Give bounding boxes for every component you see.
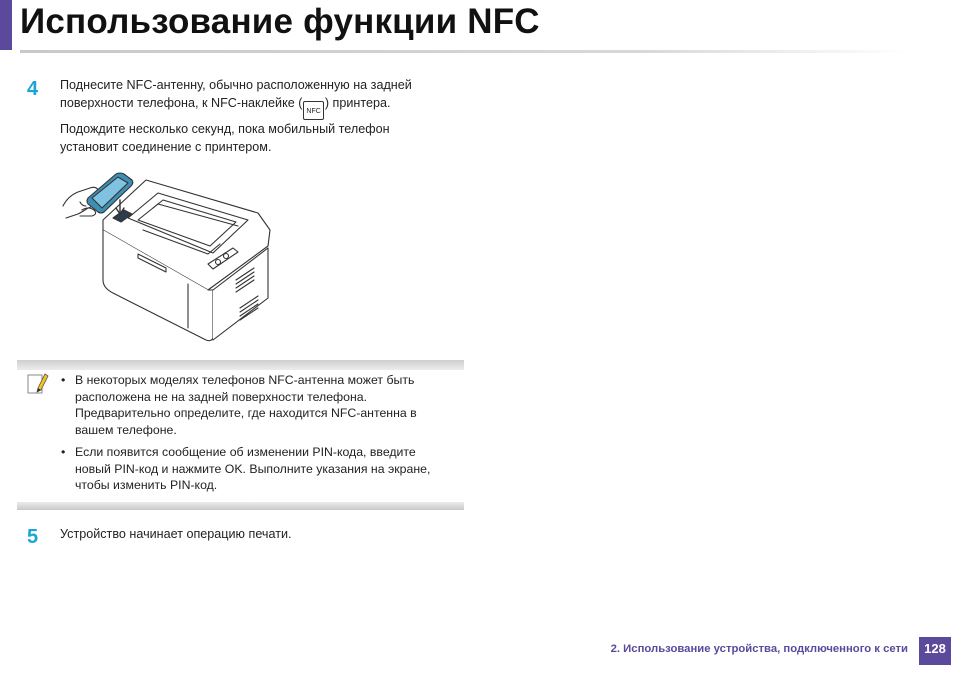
note-bottom-rule [17, 502, 464, 510]
title-divider [20, 50, 910, 53]
nfc-sticker-icon: NFC [303, 101, 323, 120]
footer-section-link[interactable]: 2. Использование устройства, подключенного к сети [610, 643, 908, 655]
header-accent-bar [0, 0, 12, 50]
step-4-paragraph-1 [60, 76, 460, 120]
step-4-text-after: ) принтера. [324, 96, 391, 110]
note-list [61, 372, 451, 500]
step-4-text-before: Поднесите NFC-антенну, обычно расположенную на задней поверхности телефона, к NFC-наклейке ( [60, 78, 412, 110]
note-pencil-icon [25, 370, 49, 396]
phone-touching-printer-illustration [58, 168, 278, 348]
note-item-1: • В некоторых моделях телефонов NFC-антенна может быть расположена не на задней поверхности телефона. Предварительно определите, где находится NFC-антенна в вашем телефоне. [61, 372, 451, 438]
step-number-5: 5 [27, 526, 39, 548]
note-box [17, 360, 464, 510]
step-5-paragraph-1: Устройство начинает операцию печати. [60, 527, 292, 541]
step-4-paragraph-2: Подождите несколько секунд, пока мобильный телефон установит соединение с принтером. [60, 122, 390, 154]
step-number-4: 4 [27, 78, 39, 100]
page-number: 128 [919, 637, 951, 665]
note-top-rule [17, 360, 464, 370]
page-title: Использование функции NFC [20, 2, 540, 41]
note-item-2: • Если появится сообщение об изменении PIN-кода, введите новый PIN-код и нажмите OK. Выполните указания на экране, чтобы изменить PIN-код. [61, 444, 451, 494]
